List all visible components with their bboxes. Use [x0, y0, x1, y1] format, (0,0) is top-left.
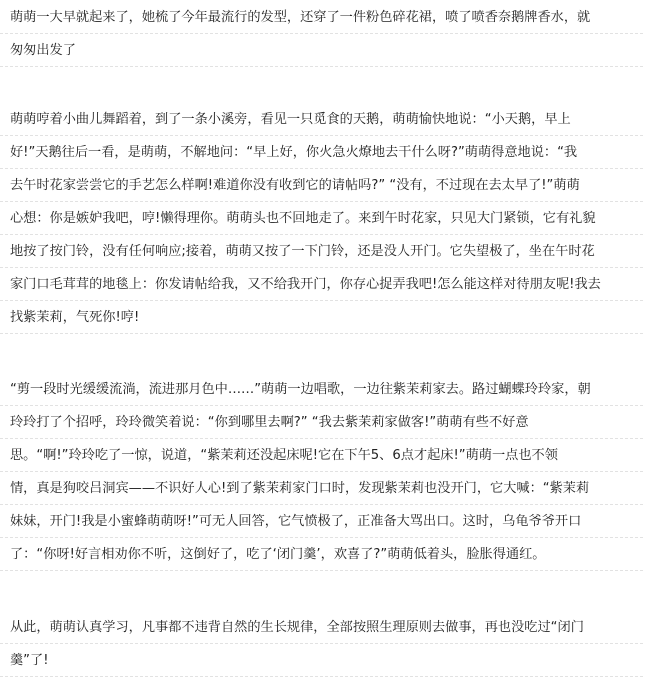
text-line: 家门口毛茸茸的地毯上：你发请帖给我，又不给我开门，你存心捉弄我吧!怎么能这样对待朋友呢!我去	[0, 268, 643, 301]
text-line: 匆匆出发了	[0, 34, 643, 67]
text-line: 去午时花家尝尝它的手艺怎么样啊!难道你没有收到它的请帖吗?” “没有，不过现在去太早了!”萌萌	[0, 169, 643, 202]
text-line: 萌萌哼着小曲儿舞蹈着，到了一条小溪旁，看见一只觅食的天鹅，萌萌愉快地说：“小天鹅，早上	[0, 103, 643, 136]
text-line: 地按了按门铃，没有任何响应;接着，萌萌又按了一下门铃，还是没人开门。它失望极了，坐在午时花	[0, 235, 643, 268]
paragraph-1	[0, 1, 643, 67]
text-line: 情，真是狗咬吕洞宾——不识好人心!到了紫茉莉家门口时，发现紫茉莉也没开门，它大喊：“紫茉莉	[0, 472, 643, 505]
text-line: 妹妹，开门!我是小蜜蜂萌萌呀!”可无人回答，它气愤极了，正准备大骂出口。这时，乌龟爷爷开口	[0, 505, 643, 538]
text-line: 羹”了!	[0, 644, 643, 677]
paragraph-4	[0, 611, 643, 677]
text-line: 萌萌一大早就起来了，她梳了今年最流行的发型，还穿了一件粉色碎花裙，喷了喷香奈鹅牌香水，就	[0, 1, 643, 34]
text-line: 找紫茉莉，气死你!哼!	[0, 301, 643, 334]
text-line: 了：“你呀!好言相劝你不听，这倒好了，吃了‘闭门羹’，欢喜了?”萌萌低着头，脸胀得通红。	[0, 538, 643, 571]
text-line: 好!”天鹅往后一看，是萌萌，不解地问：“早上好，你火急火燎地去干什么呀?”萌萌得意地说：“我	[0, 136, 643, 169]
text-line: 玲玲打了个招呼，玲玲微笑着说：“你到哪里去啊?” “我去紫茉莉家做客!”萌萌有些不好意	[0, 406, 643, 439]
text-line: 从此，萌萌认真学习，凡事都不违背自然的生长规律，全部按照生理原则去做事，再也没吃过“闭门	[0, 611, 643, 644]
text-line: 思。“啊!”玲玲吃了一惊，说道，“紫茉莉还没起床呢!它在下午5、6点才起床!”萌萌一点也不领	[0, 439, 643, 472]
paragraph-3	[0, 373, 643, 571]
text-line: 心想：你是嫉妒我吧，哼!懒得理你。萌萌头也不回地走了。来到午时花家，只见大门紧锁，它有礼貌	[0, 202, 643, 235]
paragraph-2	[0, 103, 643, 334]
text-line: “剪一段时光缓缓流淌，流进那月色中……”萌萌一边唱歌，一边往紫茉莉家去。路过蝴蝶玲玲家，朝	[0, 373, 643, 406]
